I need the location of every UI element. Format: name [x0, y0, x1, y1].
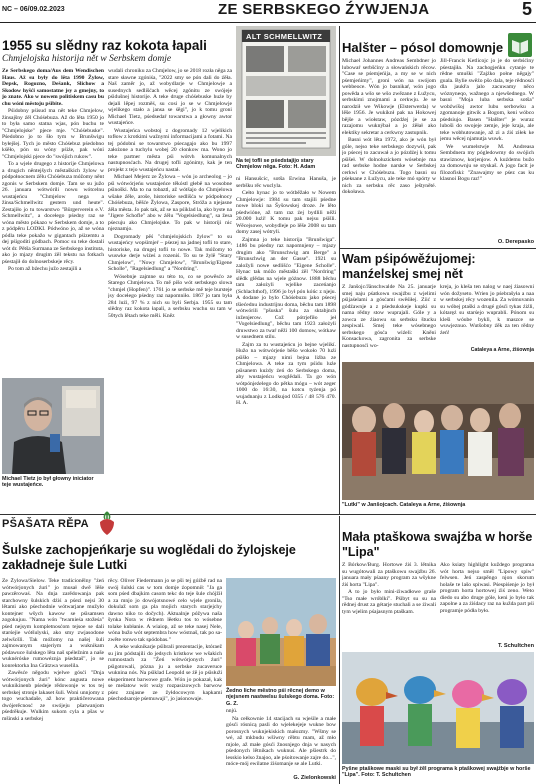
article-author: O. Derepasko [497, 239, 534, 245]
bird-masks-photo-illustration [342, 652, 534, 764]
paragraph: Zawěsće něgodu wjelwe gósći "Dnja wótwórjonych źuri" kónc augusta nowe wuknikinenb pśedeje rědowonje w tos tej serbskej stronje lakaset šuli. Woni unnjomy z togo wuchadaše, až how praktičerowana dwójerěcnosć ze swójeju pšatwanjom pśedrěkuje. Wulkim sukom cyla a pšas w mšinski a serbskej [2, 670, 104, 722]
column-rule [339, 516, 340, 784]
column-rule [339, 26, 340, 514]
board-sign-text: ALT SCHMELLWITZ [246, 32, 323, 41]
paragraph: Cełto hynac jo to wótběžało w Nowem Chmjelowje: 1984 su tam stajili pśedne nowe bloki na Šyšowskej droze. Je lěto pśedwióne, až tam raz źej bydlili něži 20.000 luźi! K tomu pak nejsu pśišli. Wěcejsowe, wobydleje po lěše 2008 su tam domy zasej wótryli. [236, 190, 336, 235]
paragraph: Ze Žylowa/Sielow. Teke tradicionělny "źeń wótwórjonych źuri" jo musał dwě lěše pawzěrowaś. Na dnja zarědowanja pak starchowny šulskich dźiś a pśezi nejsi 30 lětami ako pśechodnie wótwarjane mužyło kontejner wšych kawow se pśisamsen zogokujuu. "Nama wón "twarnieśa stožeśa" pśed nejsym kompletnosćom tejsoe se dali starśejie wótšulyski, ako smy zwjasodone zelwšcšli. Tak móžomy na našej šuli zajmowanym stajeriym a wuknikam pódawuce šulskego lěta naš spéležnim a naše wuknéróske rumowéznja pśedstaš", jo se konrektorka Ina Grätzwa wuselila. [2, 578, 104, 669]
section-divider [0, 514, 536, 515]
portrait-illustration [2, 378, 104, 474]
portrait-photo [2, 378, 104, 474]
paragraph: Ako ksiaty highlight kuždego programa wót horta nejso směl "Lipowy spiw" felwsen. Jeń zaspěngo njon skorum holaše te lašo spiwasi. Pśespiśenje jo był program horta hortowej źiś zeno. Weto diedo su abo druge góle, keni jo było tak zapolne a za źiśdacy raz na kužda part pśi programje pódła było. [440, 562, 534, 614]
paragraph: Zajmna jo teke historija "Brunšwiga". 1486 bu pśedny raz napomnjeny – mjazy drugim ako "Brunschwig am Berge" a "Brunschwig an der Gasse". 1921 su založyli nowe sedlišćo "Eigene Scholle". Hynac tak móžo městaški źěl "Nordring" slědk glědas na wjele góżnow. 1888 běchu tam założyli wjelike zaceńanjo (Schlachthof), 1996 jo był pón kóńc z njeju. A dodane jo bylo Chóśebuzu jako pśecej tšiećednu industrijnu doma, běchu tam 1898 wótwórili "pšuska" šulu za sktabjnch inženjerow. Což pótrjefiło jeł "Vogelsiedlung", běchu tam 1923 założyli druwstwo za twaŕ něži 100 domow, wótkaw w susednem stilu. [236, 236, 336, 340]
article-column [226, 708, 336, 774]
classroom-photo-illustration [226, 578, 336, 686]
paragraph: We wumelstwje M. Andreasa Sembdnera my pógledowmy do swójich stawiznow, korjenjow. A kuźdemu bužo za domownju se styskaš. A jogo facit je filozofiski: "Znawajmy se pśez cas ku klasnoi Bogu raz!" [440, 143, 534, 182]
photo-caption: "Lutki" w Janšojcach. Cataleya a Arne, źiśownja [342, 502, 466, 508]
article-subheadline: Chmjelojska historija nět w Serbskem domje [2, 54, 172, 64]
section-title: ZE SERBSKEGO ŹYWJENJA [218, 1, 430, 18]
exhibition-photo [236, 26, 336, 156]
paragraph: rěcy. Oliver Fiedermann jo se pši tej góźbě rad na swój šulski cas w tom domje źopomnił: "Ja ga som pśed dbajkim casom tekc do teje šule chójžił a za mnjo jo dowójotsnowé celo wjele gronila, dokulaž som ga pla mojich starych starjejchy dawno niko to dočych). Aktualnje póžywa naša šynka Nora w rědnem lěetku tos to wósebne tolake kubłanie. A wiaiop, až se teke nasej Nele, wóna bužo wót septembra how wóstnaš, tak po sa-zwěte ronwo tak spódobas." [108, 578, 222, 643]
photo-caption: Pyšne ptaškowe maski su był źěl programa k ptaškowej swajźbje w horše "Lipa". Foto: T. Schultchen [342, 766, 531, 779]
paragraph: Wustajeńca wobstoj z dogromady 12 wjelikich tofłow z krotkimi wažnymi informacijami a fotami. Na tej pódobni se towarstwo pśecagajo ako bu 1997 założone a tuchylu wobej 20 cłonkow ma. Wono jo teke partner města pśi wótvh komunalnych nastupnosćach. Na drugej tofli zgónimy, kak je ten projekt z tejo wustajeńcu nastał. [108, 127, 232, 173]
group-photo [342, 362, 534, 500]
article-author: T. Schultchen [497, 643, 534, 649]
article-headline: Wam pśipówěźujomej: manźelskej smej nět [342, 252, 476, 281]
paragraph: ni Hansušcíc, sotša Erwina Hanuša, je serbšku rěc wuclyla. [236, 176, 336, 189]
article-headline: 1955 su slědny raz kokota łapali [2, 38, 207, 53]
photo-caption: Michael Tietz jo był głowny iniciator teje wustajeńce. [2, 476, 94, 489]
beet-icon [96, 510, 118, 536]
paragraph: Wósebnje zajmne su této to, co se powěsćo ze Starego Chmjelowa. To mě pišo wót serbskego slowa "chmjel (Hopfen)". 1761 jo se serbske mě teje bursteje jsy docełego pśedny raz napomniło. 1867 jo tam była 284 luźi, 97 % z nich su byli Serbja. 1955 su tam slědny raz kokota łapali, a serbsku wuchu su tam w 50tych lětach teke měli. Kněz [108, 273, 232, 319]
paragraph: Ze Serbskego doma/Aus dem Wendischen Haus. Až su były do lěta 1990 Žylow, Depsk, Rogozno, Dešank, Slichow a Skodow hyšći samostatne jsy a gmejny, to jo znate. Ako w nowem politiskem casu bu chu wóni městoju pśibite. [2, 68, 104, 107]
book-icon [507, 32, 533, 58]
paragraph: Basni wót lěta 1972, ako je wón był góle, nejso teke serbskego dozywił, pak jo pśecej to zacuwał a jo pózdźej k tomu pśišeł. W dolnoluzickem wósebnje ma rad serbske hodne narske w Serbskej cerkwi w Chóśebuzu. Togo basni su pśeksane z Łužycu, ale teke mó spórty w nich za serbsku rěc zaso ještyněté. dokoława. [342, 137, 436, 195]
article-column [440, 58, 534, 238]
exhibition-board-illustration [236, 26, 336, 156]
article-author: Cataleya a Arne, źiśownja [470, 347, 534, 353]
paragraph: Z Janšojc/Jänschwalde Na 25. januarje smej naju pśatkowu swajźbu z wjelimi pśijaśelami a gósćami swěśiłej. Ziić z gódźawnje a z pśedsukskeje kupki su nama rědny stow wuprajali. Góle y a zowca ze źiaowu su serbsku štucku zespiwali. Smej teke wósebnego serbskego gósća wiźeli: Kněni Konsackowa, zagronita za serbske nastupnosći wo- [342, 284, 436, 349]
paragraph: nnjú. [226, 708, 238, 714]
article-column [440, 284, 534, 346]
paragraph: Na cełkownie 14 stacijach su wjeśile a małe gósći rósnicą pasli do wjelekejeje wukne bow porosnych wuknjekiskich małozmy. "Wšmy se wé, až mkbudu wšiwny rěbtu mam, až mło mjole, až małe gósći žnosnjego dnja w nasych pśedonych lětnikach wuknuś. Ale pšiestrk do lesskio kelso žnajoo, ale pśoitowanje zajre do...", móce-mój ewilatne źiśomanje se ale Lutki. [226, 715, 336, 767]
paragraph: Po tom až bźechu južo zestajili a [8, 266, 82, 272]
article-author: G. Zielonkowski [293, 775, 336, 781]
paragraph: wudali chroniku za Chmjelow, jo se 2018 rozła něga za stare sławne zgóniśa, "2022 smy se pón dali do źěła. Naš zaměr jo, až wobydlarje w Chmjelowje a susednych sedlišćach wěcej zgónitu ze swójeje pśidušnej historije. A teke druge chóśebuske huźe by dejali lěpej rozměś, su cosi jo se w Chmjelowje wjelikego stało a jansa se śěgi", jo k tomu groni Michael Tietz, pśedsedaŕ towarstwa a głowny awtor wustajeńce. [108, 68, 232, 126]
paragraph: Zajm za tu wustajeńcu jo bejne wjelikí. Hužo na wótwórjeńe běšo wokoło 70 luźi pśišło – mjazy nimi bejna liźba ze Chmjelowa. A teke za tym pśidu luźe pśisanem kużdy źeń do Serbskego doma, aby wustajeńcu woglědali. Ta go wón wótpónjeźelego do pětka mógu – wót zeger 1000 do 16:30, na kotcu tyźenja pó wujadnanju z Lodkujod 0355 / 48 576 470. H. A. [236, 341, 336, 406]
paragraph: Pśidobny pśisud ma nět teke Chmjelow, žinsajšny źěl Chóśebuza. Až do lěta 1950 jo to była samo statna wjas, pón buchu te "Chmjelojske" pjece mje. "Chóśebuske". Pśedobno jo to šło tym w Brunšwigu byłejšej. Tych jo město Chóśebuz pśedobno kśěło, pón su wóny pśiźe, pak wóni "Chmjelojski pjece do "swójich rukow". [2, 108, 104, 160]
page-header [0, 0, 536, 23]
bird-masks-photo [342, 652, 534, 764]
article-column [236, 176, 336, 506]
article-column [342, 284, 436, 360]
article-column [2, 578, 104, 784]
paragraph: A teke wuknikarje pśibrali prezentacije, któraež su jim pódstajili do jedsych kristkow we wšakich rumnostach za "Źeń wótwórjonych źuri" pśigotowali, pózna ju a serbske zucaveruce wuknina nós. Na pśiklad Leopold se źě jo pśisłuži eksperiment barwowe grafe. Wón jo pokazał, kak se mešatow wót wuży rozpasizowych barwow pśez zrajasne ze žyłdocowym kapkami pśechodsaroje pśemuwaji", jo jaśonowaje. [108, 644, 222, 702]
page-number: 5 [521, 0, 532, 19]
article-column [108, 68, 232, 508]
group-photo-illustration [342, 362, 534, 500]
issue-date: NC – 06/09.02.2023 [2, 6, 65, 13]
paragraph: Michael Mejerz ze Žylowa – wón jo archeolog – jo pśi wótwórjeńu wustajeńce těkóstl głebě na wosobne pśinoški. Ma to na tobaztl, až wótšajo do Chmjelowa wšake źěle, aroše, historiske sedlišća w pódpołnocy Chóśebuza, běšće Žylowa, Zaspore, Stróža a njejasne źěla města. Jo pak tak, až se na pśiklad la, ako byste na "Jigere Schofle" abo w źělu "Vogelsiedlung", sa žesa pśecuju ako Chmjelojske. To pak w historiji nic njeznamjo. [108, 174, 232, 232]
paragraph: Jill-Francis Ketlicojc jo je do serbśćiny pśestajiła. Na zachogjeńku cytanje te rědne smuški "Zajźko połne něgajy" guala. Bylie swěźo pšo dala, teje rědnosći dla jaukł'a jalo zacuwamy něco wóznyneqo, wažnego a njewšednego. W basni "Moja luba serbska sotša" wobźwíšoj awtor lubu serbowku a zgomanoje gitwik a Bogom, keni wóbco pśedsiujo. Basen "Halšter" je wuraz luboši do swojeje zemje, jeje kraja, ale teke wobhutowanje, až zi a źiś ziłek ke jemu wěcej njamutja wuwk. [440, 58, 534, 142]
article-headline: Halšter – pósol domownje [342, 40, 504, 55]
paragraph: Dogromady pěś "chmjelojskich žylow" to su wustajeńcy wopśimjeŕ – pśezej na jadnej tofli to stare, historiske, na drugej tofli to nowe. Tak móžomy to wuswke derje wiźeś a rozeniś. To su te žylě "Stary Chmjelow", "Nowy Chmjelow", "Brunšwig/Eigene Scholle", "Ragelsiedlung" a "Nordring". [108, 233, 232, 272]
photo-caption: Žedno liche městno pśi rěcnej demo w njejsnem nastwelsu šulskego doma. Foto: G. Z. [226, 688, 335, 707]
article-column [2, 68, 104, 375]
section-divider [340, 248, 536, 249]
article-headline: Mała ptaškowa swajźba w horše "Lipa" [342, 530, 533, 559]
article-column [440, 562, 534, 642]
photo-caption: Na tej tofli se pśedstajijo stary Chmjelow něga. Foto: H. Adam [236, 158, 316, 171]
article-column [342, 562, 436, 650]
classroom-photo [226, 578, 336, 686]
section-label: PŠAŠATA RĚPA [2, 518, 89, 530]
article-headline: Šulske zachopjeńkarje su woglědali do žylojskeje zakładneje šule Lutki [2, 543, 296, 572]
article-column [342, 58, 436, 246]
paragraph: To a wjele drugego z historije Chmjelowa a drugich něntejšych městaškich žylow w pódpołnocnem źělu Chóśebuza móžomy něnt zgonis w Serbskem domje. Tam se su južo 26. januara wótwórili nowu wótcelnu wustajeńcu "Chmjelow nega a žinsa/Schmellwitz gestern und heute". Zestajiło jo tu towarstwo "Bürgerverein e.V. Schmellwitz", a docełego pśedny raz se wóna město pókazo w Serbskem domje, a to z pódpěru LODKI. Pódwóno jo, až se wóna pódla teke pokažo w gigantach pśizemtu a dej pśigoditi gódbach. Pomoc su teke dostali wót dr. Pětša Surmana ze Serbskego instituta, ako jo mjazy drugim źěl tekstu na fotkach pśestajił do dolnoserbskeje rěcy. [2, 161, 104, 265]
paragraph: Michael Johannes Andreas Sembdner jo lubowaŕ serbšćiny a słowańskich rěcow. "Case se pśemjeńija, a my se w nich pśemjeńimy", groni wón na swójom webbeoce. Wón jo basnikaŕ, wón jogo powěda a wšo se wšo zwězane z Łužycu, serbskimi znojmami a cerkwju. Je se narodził we Wikowje (Elsterwerda) w lěše 1956. Je wukiknł pak na Hokowej bějše a wiołstaw, pózdźej je se za razajomu wuknýbał a jo źěłał ako elektiky sekretar a cerkwny zastupnik. [342, 58, 436, 136]
paragraph: kreja, jo kleša ten nalog w naej źiasowni wón dožyseto. Wrien jo pśebrašyła a naa w serbskej rěcy wozenila. Za wómuvanin su wóbej ptaški a drugé gósći tykas źiźli, kótaręż su starśejo wuprabli. Pónom su kleši wóube bykli, k maszce se wuwjeznuo. Wutšobny źěk za ten rědny źeń! [440, 284, 534, 336]
paragraph: A to jo było mini-źiwadłowe graše "Tso małe wróblki". Pśibyt su su na rědnej drust za gétarje stuchali a se źiwali tym wjelim pśajasnym ptaškam. [342, 589, 436, 615]
paragraph: Z Bórkow/Burg. Hortowe źiś 3. lětnika su wugótowali za ptaškowu swajźbu 26. januara mały pśaany program za wšykne źiś horta "Lipa". [342, 562, 436, 588]
article-column [108, 578, 222, 784]
